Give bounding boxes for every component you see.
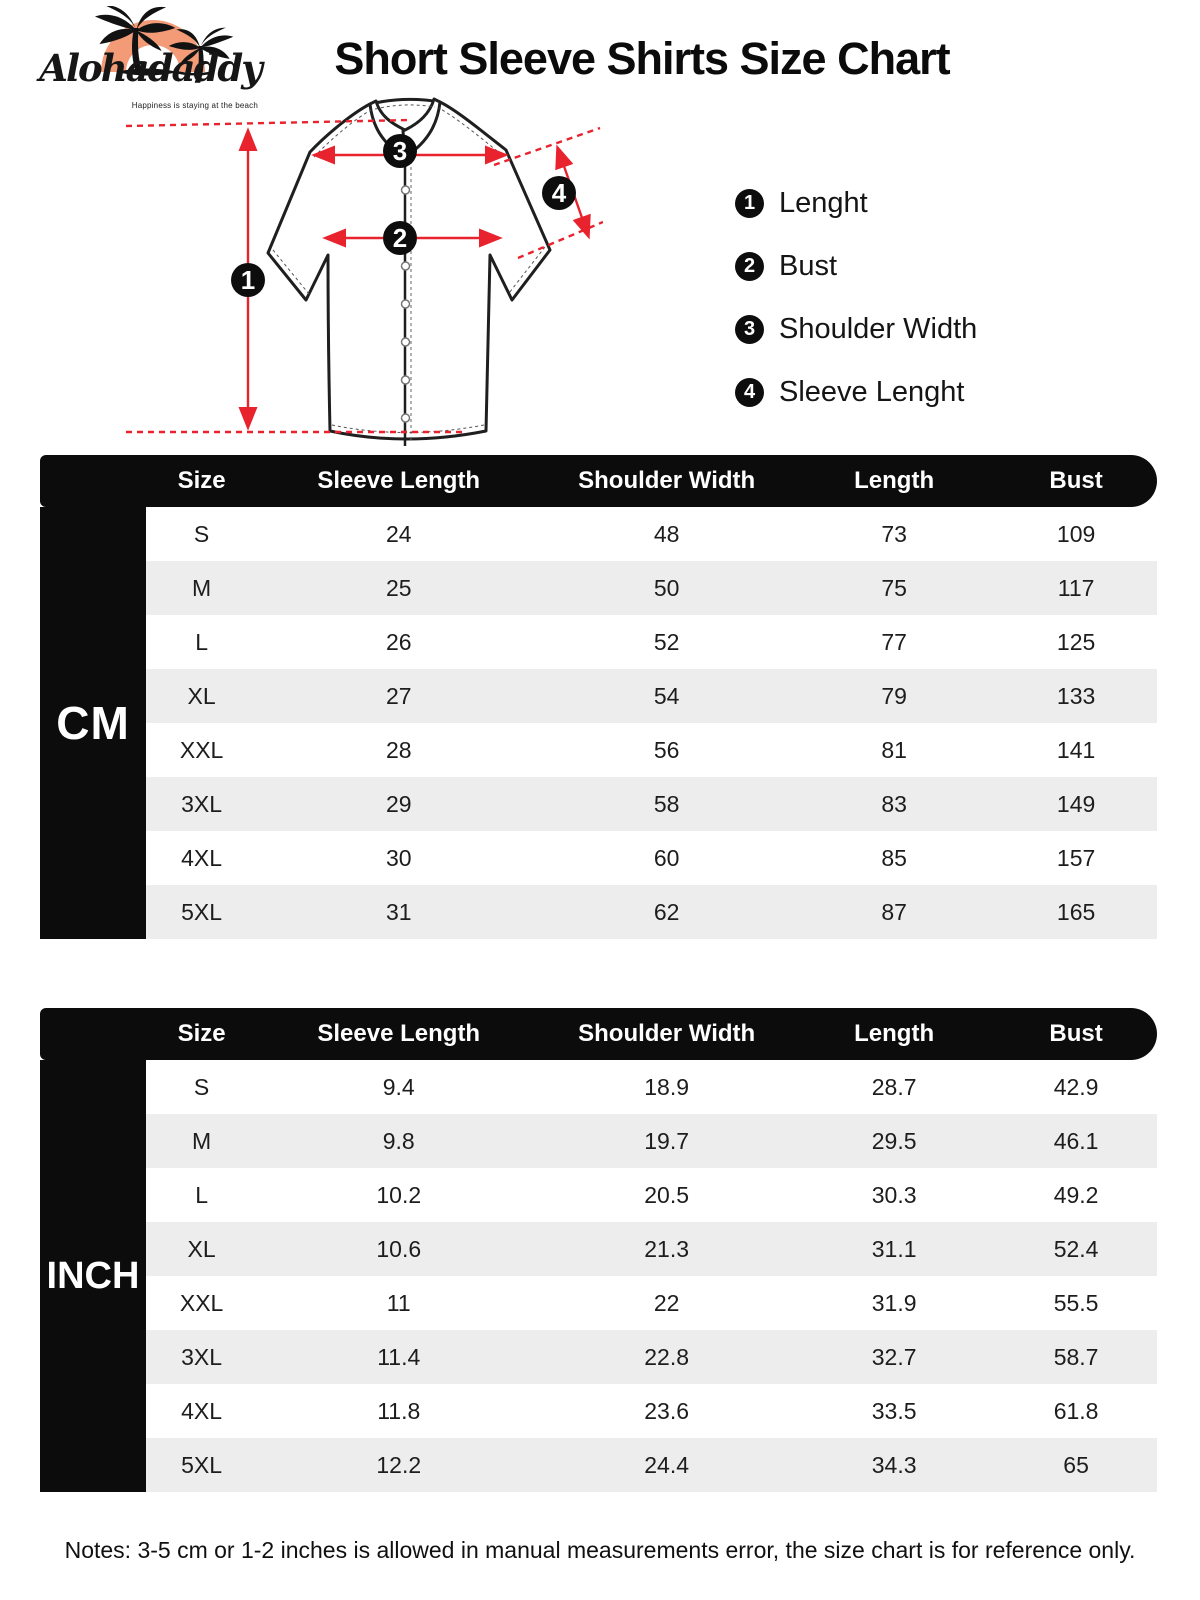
table-main xyxy=(40,1060,1157,1492)
measurement-legend xyxy=(735,188,977,440)
value-cell: 10.6 xyxy=(376,1235,422,1262)
size-cell: 3XL xyxy=(181,1343,223,1370)
legend-label-bust: Bust xyxy=(779,249,838,282)
value-cell: 42.9 xyxy=(1053,1073,1099,1100)
value-cell: 60 xyxy=(653,844,680,871)
column-header: Shoulder Width xyxy=(578,1020,756,1047)
table-row xyxy=(146,507,1157,561)
size-table-cm xyxy=(40,455,1157,939)
value-cell: 27 xyxy=(385,682,412,709)
column-header: Shoulder Width xyxy=(578,467,756,494)
legend-label-sleeve-length: Sleeve Lenght xyxy=(779,375,965,408)
table-rows xyxy=(146,507,1157,939)
value-cell: 9.8 xyxy=(382,1127,415,1154)
size-table-inch xyxy=(40,1008,1157,1492)
table-row xyxy=(146,1222,1157,1276)
value-cell: 50 xyxy=(653,574,680,601)
value-cell: 149 xyxy=(1056,790,1096,817)
column-header: Length xyxy=(854,1020,935,1047)
value-cell: 157 xyxy=(1056,844,1096,871)
value-cell: 22 xyxy=(653,1289,680,1316)
unit-label-inch: INCH xyxy=(40,1060,146,1492)
value-cell: 117 xyxy=(1057,574,1095,601)
value-cell: 24 xyxy=(385,520,412,547)
value-cell: 32.7 xyxy=(871,1343,917,1370)
size-cell: 4XL xyxy=(181,1397,223,1424)
value-cell: 29.5 xyxy=(871,1127,917,1154)
value-cell: 26 xyxy=(385,628,412,655)
size-cell: XL xyxy=(187,682,216,709)
notes-text: Notes: 3-5 cm or 1-2 inches is allowed in manual measurements error, the size chart is for reference only. xyxy=(64,1537,1136,1563)
value-cell: 52.4 xyxy=(1053,1235,1099,1262)
legend-badge-1: 1 xyxy=(735,189,764,218)
size-cell: XXL xyxy=(179,1289,224,1316)
value-cell: 62 xyxy=(653,898,680,925)
value-cell: 22.8 xyxy=(644,1343,690,1370)
value-cell: 58.7 xyxy=(1053,1343,1099,1370)
column-header: Bust xyxy=(1049,467,1103,494)
table-row xyxy=(146,1168,1157,1222)
value-cell: 75 xyxy=(881,574,907,601)
value-cell: 65 xyxy=(1063,1451,1089,1478)
value-cell: 10.2 xyxy=(376,1181,422,1208)
value-cell: 11.8 xyxy=(377,1397,421,1424)
legend-item-length xyxy=(735,188,977,218)
table-row xyxy=(146,777,1157,831)
column-header: Size xyxy=(177,467,226,494)
value-cell: 21.3 xyxy=(644,1235,690,1262)
value-cell: 18.9 xyxy=(644,1073,690,1100)
value-cell: 11 xyxy=(386,1289,411,1316)
value-cell: 125 xyxy=(1056,628,1096,655)
page-title: Short Sleeve Shirts Size Chart xyxy=(334,33,950,84)
value-cell: 79 xyxy=(881,682,907,709)
brand-name: Alohadaddy xyxy=(39,46,261,90)
value-cell: 33.5 xyxy=(871,1397,917,1424)
value-cell: 83 xyxy=(881,790,907,817)
table-row xyxy=(146,831,1157,885)
table-row xyxy=(146,1276,1157,1330)
size-cell: 4XL xyxy=(181,844,223,871)
value-cell: 54 xyxy=(653,682,680,709)
size-cell: S xyxy=(193,1073,210,1100)
value-cell: 73 xyxy=(881,520,907,547)
sleeve-guide-top xyxy=(494,128,600,165)
marker-3-number: 3 xyxy=(392,136,408,166)
size-cell: M xyxy=(192,574,212,601)
column-header: Bust xyxy=(1049,1020,1103,1047)
value-cell: 165 xyxy=(1056,898,1096,925)
table-row xyxy=(146,723,1157,777)
legend-item-sleeve-length xyxy=(735,377,977,407)
value-cell: 58 xyxy=(653,790,680,817)
table-row xyxy=(146,1438,1157,1492)
value-cell: 24.4 xyxy=(644,1451,690,1478)
size-cell: M xyxy=(192,1127,212,1154)
size-cell: L xyxy=(195,628,208,655)
table-header xyxy=(40,455,1157,507)
legend-label-length: Lenght xyxy=(779,186,868,219)
value-cell: 56 xyxy=(653,736,680,763)
table-main xyxy=(40,507,1157,939)
value-cell: 28 xyxy=(385,736,412,763)
value-cell: 34.3 xyxy=(871,1451,917,1478)
legend-label-shoulder-width: Shoulder Width xyxy=(779,312,978,345)
marker-4-number: 4 xyxy=(551,178,567,208)
table-rows xyxy=(146,1060,1157,1492)
value-cell: 23.6 xyxy=(644,1397,690,1424)
size-cell: XXL xyxy=(179,736,224,763)
legend-badge-3: 3 xyxy=(735,315,764,344)
size-cell: 5XL xyxy=(181,898,223,925)
value-cell: 109 xyxy=(1056,520,1096,547)
value-cell: 61.8 xyxy=(1053,1397,1099,1424)
value-cell: 48 xyxy=(653,520,680,547)
value-cell: 49.2 xyxy=(1053,1181,1099,1208)
legend-badge-2: 2 xyxy=(735,252,764,281)
value-cell: 133 xyxy=(1056,682,1096,709)
size-cell: 5XL xyxy=(181,1451,223,1478)
value-cell: 81 xyxy=(881,736,907,763)
column-header: Sleeve Length xyxy=(317,1020,481,1047)
table-row xyxy=(146,669,1157,723)
marker-1-number: 1 xyxy=(240,265,256,295)
value-cell: 46.1 xyxy=(1053,1127,1099,1154)
legend-item-shoulder-width xyxy=(735,314,977,344)
size-cell: L xyxy=(195,1181,208,1208)
value-cell: 28.7 xyxy=(871,1073,917,1100)
table-row xyxy=(146,885,1157,939)
value-cell: 55.5 xyxy=(1053,1289,1099,1316)
marker-2-number: 2 xyxy=(392,223,408,253)
value-cell: 141 xyxy=(1056,736,1096,763)
value-cell: 25 xyxy=(385,574,412,601)
legend-item-bust xyxy=(735,251,977,281)
value-cell: 12.2 xyxy=(376,1451,422,1478)
value-cell: 52 xyxy=(653,628,680,655)
table-row xyxy=(146,1114,1157,1168)
column-header: Sleeve Length xyxy=(317,467,481,494)
value-cell: 20.5 xyxy=(644,1181,690,1208)
value-cell: 87 xyxy=(881,898,907,925)
value-cell: 9.4 xyxy=(382,1073,415,1100)
value-cell: 31.9 xyxy=(871,1289,917,1316)
table-row xyxy=(146,1384,1157,1438)
value-cell: 85 xyxy=(881,844,907,871)
column-header: Length xyxy=(854,467,935,494)
size-cell: S xyxy=(193,520,210,547)
value-cell: 19.7 xyxy=(644,1127,690,1154)
column-header: Size xyxy=(177,1020,226,1047)
value-cell: 31.1 xyxy=(871,1235,917,1262)
unit-label-cm: CM xyxy=(40,507,146,939)
shirt-diagram xyxy=(118,95,603,460)
value-cell: 30 xyxy=(385,844,412,871)
size-cell: 3XL xyxy=(181,790,223,817)
table-row xyxy=(146,615,1157,669)
value-cell: 29 xyxy=(385,790,412,817)
table-header xyxy=(40,1008,1157,1060)
value-cell: 11.4 xyxy=(377,1343,421,1370)
value-cell: 77 xyxy=(881,628,907,655)
size-cell: XL xyxy=(187,1235,216,1262)
brand-tagline: Happiness is staying at the beach xyxy=(131,101,258,110)
table-row xyxy=(146,1330,1157,1384)
table-row xyxy=(146,1060,1157,1114)
value-cell: 31 xyxy=(385,898,412,925)
legend-badge-4: 4 xyxy=(735,378,764,407)
value-cell: 30.3 xyxy=(871,1181,917,1208)
table-row xyxy=(146,561,1157,615)
